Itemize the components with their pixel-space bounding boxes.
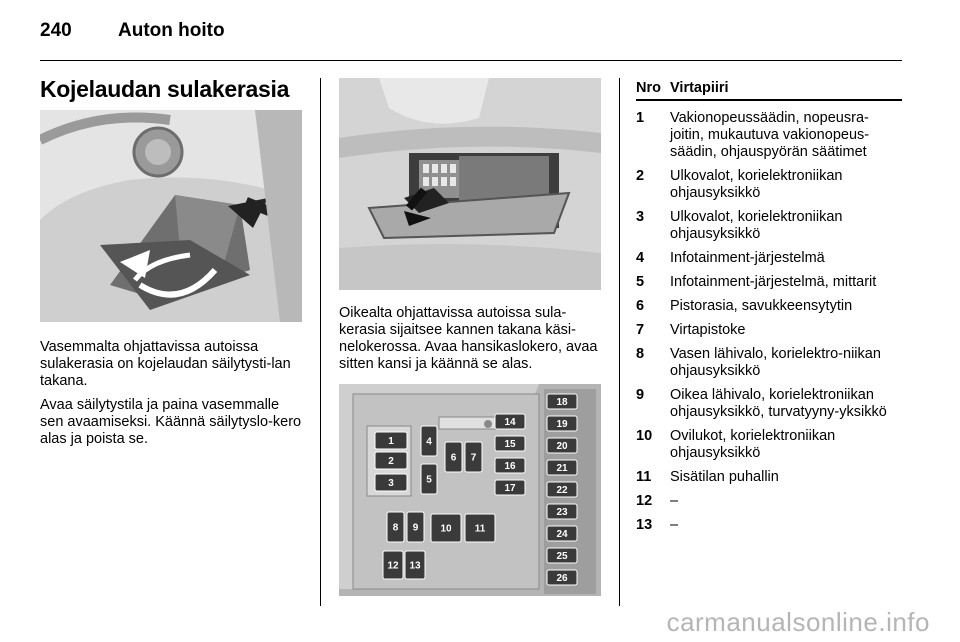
- fuse-number: 2: [636, 168, 645, 184]
- fuse-12: [383, 551, 403, 579]
- fuse-18: [547, 394, 577, 409]
- fuse-7: [465, 442, 482, 472]
- circuit-description: Vakionopeussäädin, nopeusra-joitin, mukautuva vakionopeus-säädin, ohjauspyörän säätimet: [670, 110, 870, 160]
- paragraph: Vasemmalta ohjattavissa autoissa sulakerasia on kojelaudan säilytysti-lan takana.: [40, 339, 291, 389]
- fuse-number: 7: [636, 322, 645, 338]
- circuit-description: –: [670, 517, 679, 533]
- fusebox-diagram: [339, 384, 601, 596]
- fuse-14: [495, 414, 525, 429]
- table-row: [636, 110, 902, 161]
- fuse-label: 3: [388, 478, 394, 489]
- circuit-description: Pistorasia, savukkeensytytin: [670, 298, 853, 314]
- fuse-number: 3: [636, 209, 645, 225]
- fuse-number: 5: [636, 274, 645, 290]
- circuit-description: Oikea lähivalo, korielektroniikan ohjausyksikkö, turvatyyny-yksikkö: [670, 387, 887, 420]
- fuse-label: 8: [392, 522, 399, 534]
- table-row: [636, 298, 902, 315]
- fuse-label: 2: [388, 456, 394, 467]
- fuse-number: 9: [636, 387, 645, 403]
- table-header: [636, 80, 902, 101]
- fuse-19: [547, 416, 577, 431]
- table-row: [636, 493, 902, 510]
- section-title: Kojelaudan sulakerasia: [40, 76, 290, 102]
- table-body: [636, 110, 902, 534]
- fuse-label: 4: [426, 436, 432, 448]
- fuse-22: [547, 482, 577, 497]
- fuse-number: 12: [636, 493, 653, 509]
- page-header: [40, 18, 902, 58]
- fuse-label: 6: [450, 452, 457, 464]
- fuse-15: [495, 436, 525, 451]
- fuse-label: 9: [412, 522, 419, 534]
- fusebox-svg: [339, 384, 601, 596]
- fuse-label: 21: [556, 463, 568, 474]
- fuse-2: [375, 452, 407, 469]
- fuse-table: [636, 80, 902, 534]
- circuit-description: Infotainment-järjestelmä: [670, 250, 825, 266]
- fuse-label: 7: [470, 452, 477, 464]
- circuit-description: Infotainment-järjestelmä, mittarit: [670, 274, 877, 290]
- fuse-6: [445, 442, 462, 472]
- fuse-label: 10: [440, 523, 452, 535]
- circuit-description: Vasen lähivalo, korielektro-niikan ohjausyksikkö: [670, 346, 881, 379]
- fuse-label: 25: [556, 551, 568, 562]
- fuse-number: 1: [636, 110, 645, 126]
- fuse-1: [375, 432, 407, 449]
- fuse-label: 13: [409, 560, 421, 572]
- fuse-5: [421, 464, 437, 494]
- fuse-label: 23: [556, 507, 568, 518]
- fuse-16: [495, 458, 525, 473]
- fuse-25: [547, 548, 577, 563]
- fuse-label: 22: [556, 485, 568, 496]
- fuse-number: 8: [636, 346, 645, 362]
- fuse-number: 4: [636, 250, 645, 266]
- table-row: [636, 274, 902, 291]
- fuse-label: 17: [504, 483, 516, 494]
- paragraph: Oikealta ohjattavissa autoissa sula-kerasia sijaitsee kannen takana käsi-nelokerossa. Avaa hansikaslokero, avaa sitten kansi ja käännä se alas.: [339, 305, 598, 372]
- glovebox-photo: [339, 78, 601, 290]
- watermark: carmanualsonline.info: [666, 607, 930, 637]
- table-row: [636, 209, 902, 243]
- fuse-label: 26: [556, 573, 568, 584]
- table-row: [636, 168, 902, 202]
- fuse-label: 12: [387, 560, 399, 572]
- fuse-label: 19: [556, 419, 568, 430]
- fuse-label: 16: [504, 461, 516, 472]
- column-divider-2: [619, 78, 620, 606]
- table-row: [636, 387, 902, 421]
- fuse-label: 24: [556, 529, 568, 540]
- table-row: [636, 469, 902, 486]
- table-row: [636, 428, 902, 462]
- table-row: [636, 322, 902, 339]
- fuse-20: [547, 438, 577, 453]
- fuse-26: [547, 570, 577, 585]
- fuse-23: [547, 504, 577, 519]
- circuit-description: –: [670, 493, 679, 509]
- fuse-label: 5: [426, 474, 432, 486]
- page-number: 240: [40, 20, 72, 41]
- column-header-circuit: Virtapiiri: [670, 80, 729, 96]
- fuse-label: 14: [504, 417, 516, 428]
- middle-text: [339, 305, 605, 380]
- fuse-17: [495, 480, 525, 495]
- fuse-4: [421, 426, 437, 456]
- left-text: [40, 339, 306, 455]
- circuit-description: Ovilukot, korielektroniikan ohjausyksikkö: [670, 428, 836, 461]
- fuse-number: 10: [636, 428, 653, 444]
- table-row: [636, 517, 902, 534]
- fuse-number: 11: [636, 469, 652, 485]
- fuse-label: 20: [556, 441, 568, 452]
- header-rule: [40, 60, 902, 61]
- chapter-title: Auton hoito: [118, 20, 225, 41]
- fuse-8: [387, 512, 404, 542]
- fuse-3: [375, 474, 407, 491]
- fuse-24: [547, 526, 577, 541]
- fuse-9: [407, 512, 424, 542]
- fuse-label: 18: [556, 397, 568, 408]
- fuse-13: [405, 551, 425, 579]
- table-row: [636, 346, 902, 380]
- fuse-11: [465, 514, 495, 542]
- fuse-number: 6: [636, 298, 645, 314]
- circuit-description: Ulkovalot, korielektroniikan ohjausyksikkö: [670, 168, 843, 201]
- fuse-label: 1: [388, 436, 394, 447]
- fuse-10: [431, 514, 461, 542]
- fuse-number: 13: [636, 517, 653, 533]
- circuit-description: Sisätilan puhallin: [670, 469, 779, 485]
- circuit-description: Ulkovalot, korielektroniikan ohjausyksikkö: [670, 209, 843, 242]
- paragraph: Avaa säilytystila ja paina vasemmalle sen avaamiseksi. Käännä säilytyslo-kero alas ja poista se.: [40, 397, 302, 447]
- circuit-description: Virtapistoke: [670, 322, 746, 338]
- fuse-label: 15: [504, 439, 516, 450]
- column-divider-1: [320, 78, 321, 606]
- table-row: [636, 250, 902, 267]
- storage-compartment-photo: [40, 110, 302, 322]
- fuse-21: [547, 460, 577, 475]
- fuse-label: 11: [474, 523, 486, 535]
- column-header-nro: Nro: [636, 80, 661, 96]
